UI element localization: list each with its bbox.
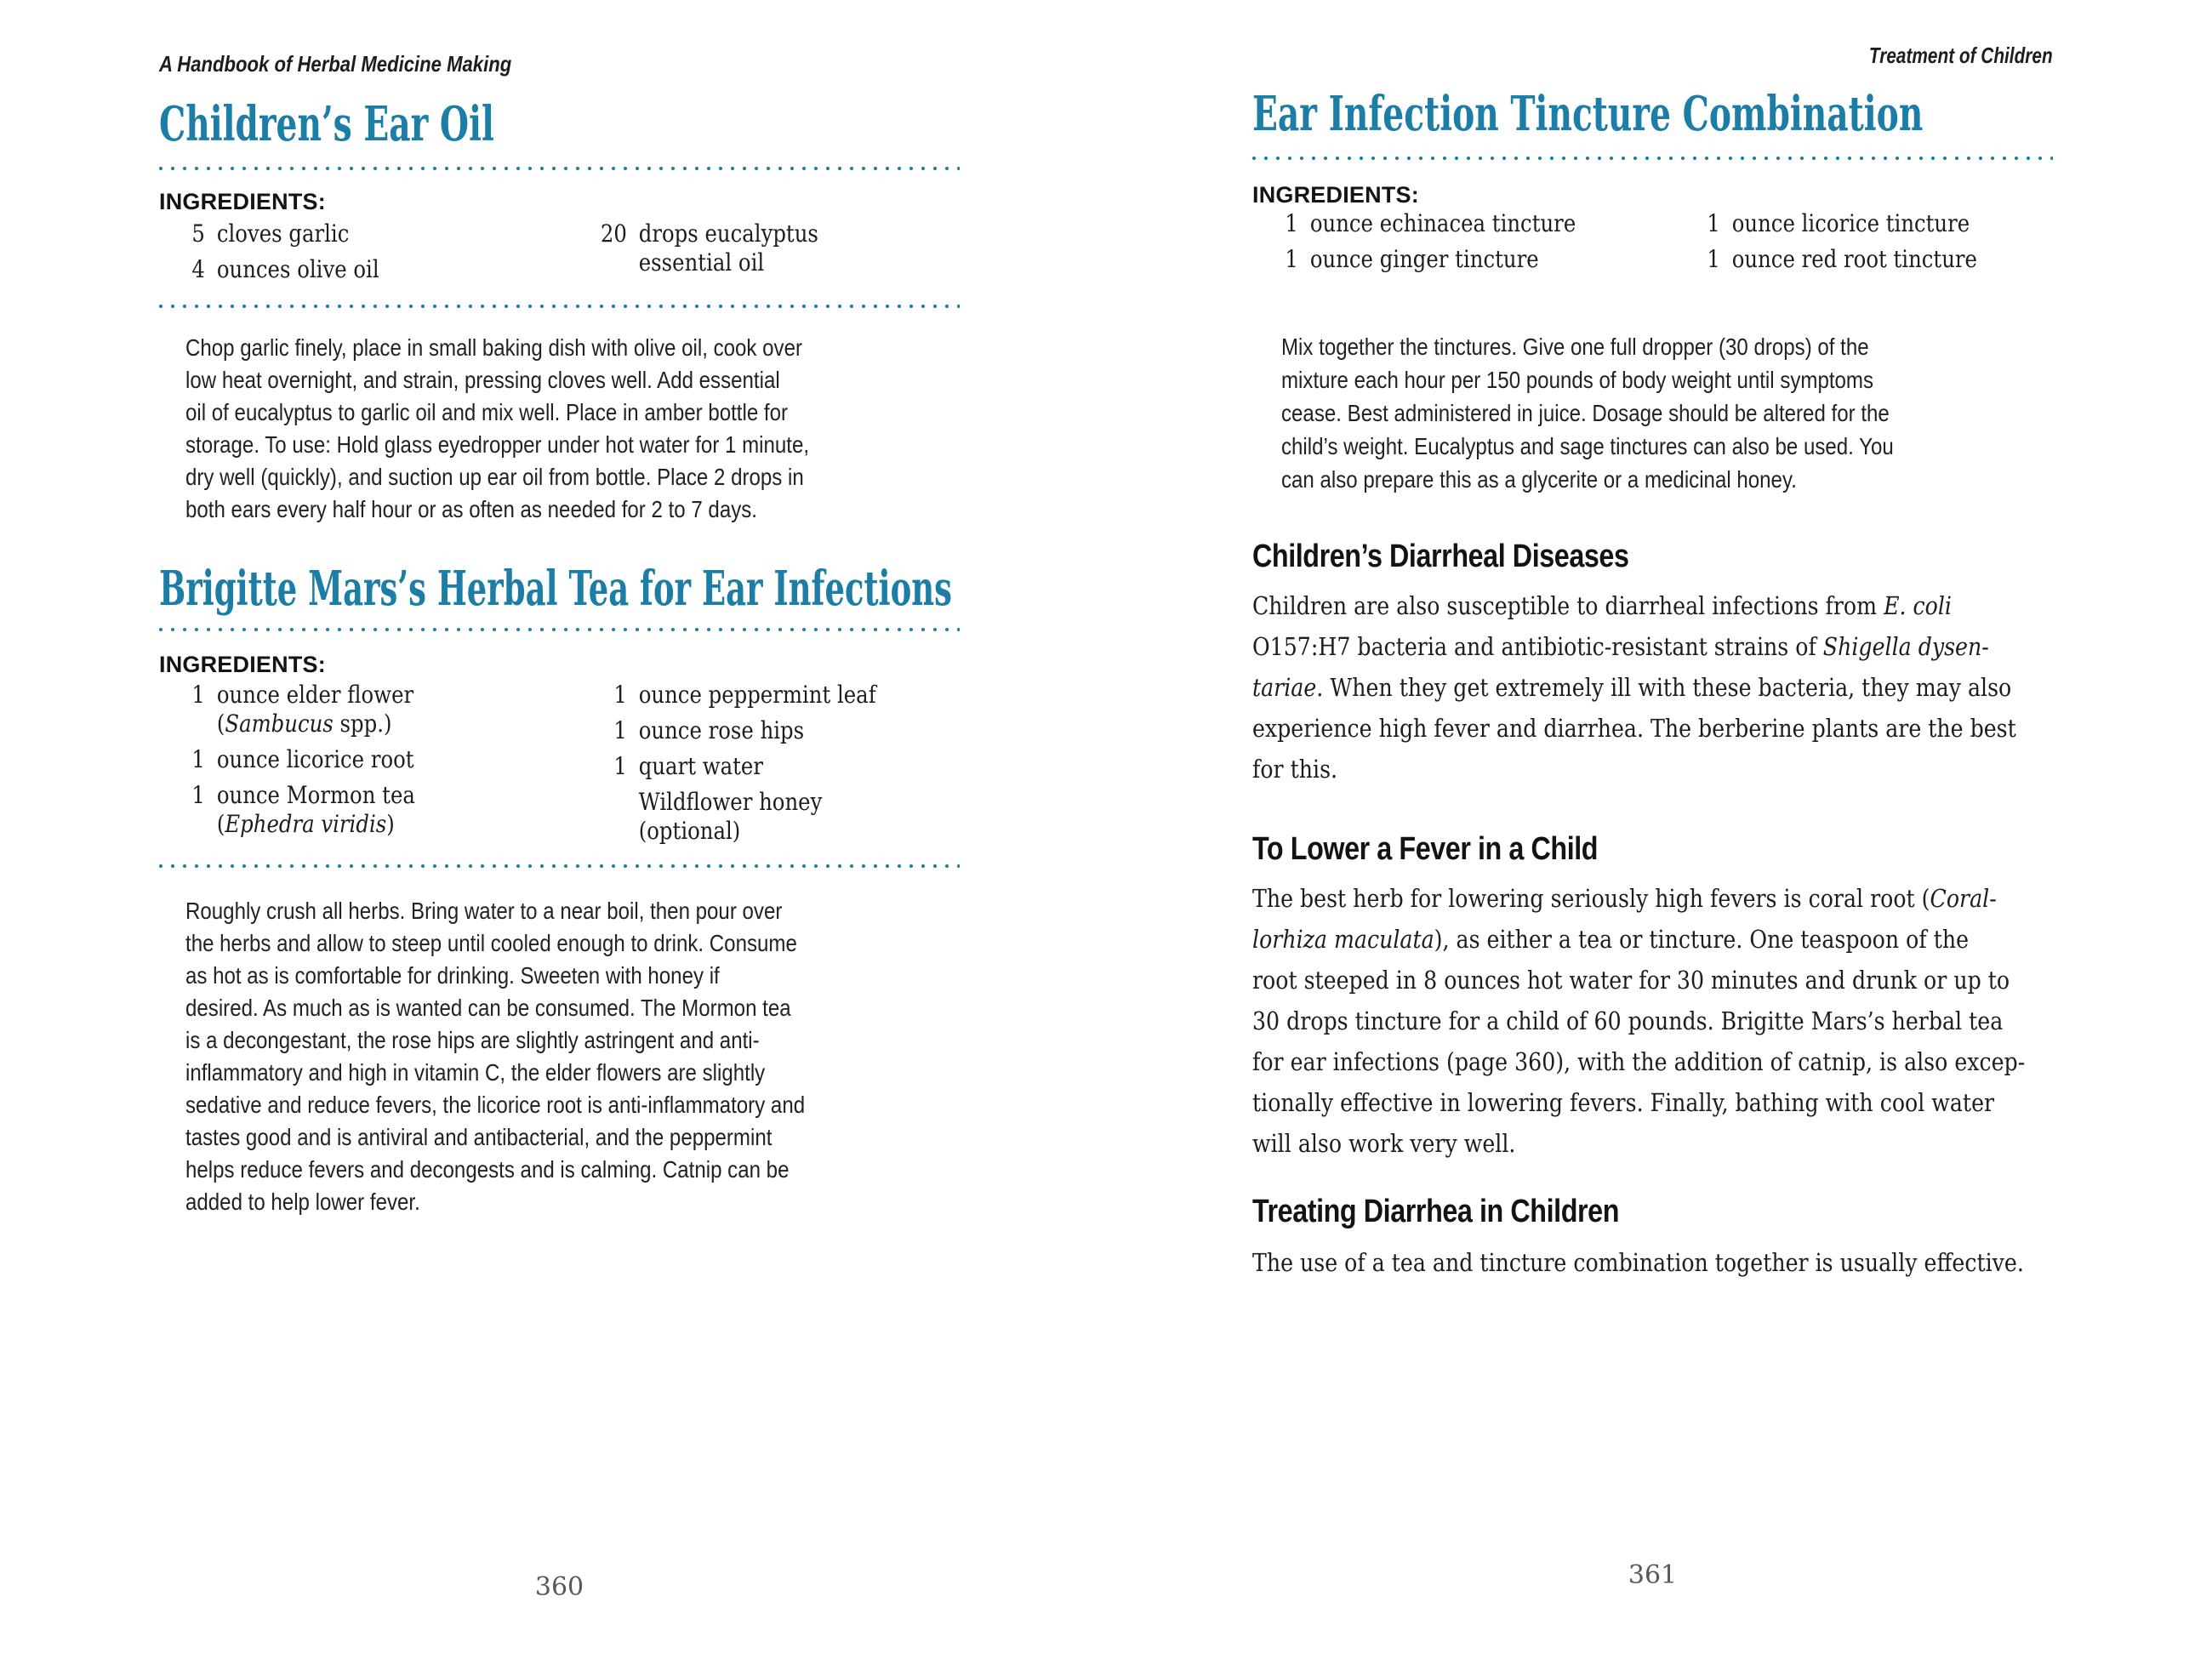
ingredient-qty: 1 bbox=[1285, 209, 1298, 237]
running-header-text: Treatment of Children bbox=[1869, 43, 2053, 68]
instructions-text: Roughly crush all herbs. Bring water to a near boil, then pour over the herbs and allow to steep until cooled enough to drink. Consume as hot as is comfortable for drinking. Sweeten with honey if desired. As much as is wanted can be consumed. The Mormon tea is a decongestant, the rose hips are slightly astringent and anti- inflammatory and high in vitamin C, the elder flowers are slightly sedative and reduce fevers, the licorice root is anti-inflammatory and tastes good and is antiviral and antibacterial, and the peppermint helps reduce fevers and decongests and is calming. Catnip can be added to help lower fever. bbox=[185, 898, 806, 1215]
ingredient-text bbox=[217, 681, 413, 738]
section-heading-text: Treating Diarrhea in Children bbox=[1252, 1194, 1620, 1229]
ingredient-text: ounce licorice tincture bbox=[1731, 209, 1970, 237]
section-paragraph bbox=[1252, 1242, 2139, 1283]
ingredient-qty: 1 bbox=[191, 681, 205, 709]
ingredient-qty bbox=[587, 788, 627, 846]
ingredient-line2: (Ephedra viridis) bbox=[216, 810, 395, 838]
ingredient-line2: (Sambucus spp.) bbox=[216, 710, 392, 738]
ingredients-label: INGREDIENTS: bbox=[159, 189, 326, 214]
ingredient-item bbox=[159, 681, 581, 738]
running-header bbox=[1252, 43, 2053, 69]
ingredient-line1: ounce Mormon tea bbox=[216, 781, 415, 809]
instructions-text: Chop garlic finely, place in small baking dish with olive oil, cook over low heat overnight, and strain, pressing cloves well. Add essential oil of eucalyptus to garlic oil and mix well. Place in amber bottle for storage. To use: Hold glass eyedropper under hot water for 1 minute, dry well (quickly), and suction up ear oil from bottle. Place 2 drops in both ears every half hour or as often as needed for 2 to 7 days. bbox=[185, 334, 810, 522]
section-heading-text: To Lower a Fever in a Child bbox=[1252, 831, 1599, 867]
instructions-text: Mix together the tinctures. Give one full dropper (30 drops) of the mixture each hour per 150 pounds of body weight until symptoms cease. Best administered in juice. Dosage should be altered for the child’s weight. Eucalyptus and sage tinctures can also be used. You can also prepare this as a glycerite or a medicinal honey. bbox=[1281, 334, 1894, 493]
section-paragraph-text: The best herb for lowering seriously high fevers is coral root (Coral- lorhiza maculata), as either a tea or tincture. One teaspoon of the root steeped in 8 ounces hot water for 30 minutes and drunk or up to 30 drops tincture for a child of 60 pounds. Brigitte Mars’s herbal tea for ear infections (page 360), with the addition of catnip, is also excep- tionally effective in lowering fevers. Finally, bathing with cool water will also work very well. bbox=[1252, 884, 2026, 1158]
ingredient-line1: drops eucalyptus bbox=[638, 219, 818, 248]
dotted-rule bbox=[159, 864, 960, 868]
section-heading-text: Children’s Diarrheal Diseases bbox=[1252, 539, 1629, 574]
ingredients-list bbox=[159, 219, 960, 291]
dotted-rule bbox=[1252, 157, 2053, 160]
section-paragraph bbox=[1252, 585, 2130, 790]
instructions-paragraph bbox=[185, 332, 910, 526]
ingredient-text: ounce red root tincture bbox=[1731, 245, 1977, 273]
ingredient-text: ounce rose hips bbox=[638, 716, 805, 744]
ingredient-item bbox=[1674, 245, 2053, 274]
ingredients-label: INGREDIENTS: bbox=[1252, 182, 1419, 208]
ingredient-text: ounce peppermint leaf bbox=[638, 681, 876, 709]
ingredient-text: quart water bbox=[638, 752, 763, 780]
ingredient-text: ounce licorice root bbox=[216, 745, 414, 773]
ingredient-item bbox=[581, 788, 960, 846]
recipe-title-text: Brigitte Mars’s Herbal Tea for Ear Infections bbox=[159, 561, 952, 617]
ingredients-column-1 bbox=[159, 681, 581, 852]
ingredient-qty: 1 bbox=[1285, 245, 1298, 273]
running-header bbox=[159, 51, 573, 77]
ingredient-text: ounces olive oil bbox=[216, 255, 379, 283]
ingredient-line1: Wildflower honey bbox=[638, 788, 823, 816]
ingredient-item bbox=[1252, 209, 1674, 238]
ingredient-text bbox=[639, 788, 823, 846]
ingredient-text bbox=[217, 781, 415, 839]
ingredients-column-2 bbox=[581, 219, 960, 291]
ingredient-item bbox=[581, 752, 960, 781]
ingredient-qty: 1 bbox=[191, 745, 205, 773]
ingredient-qty: 1 bbox=[613, 716, 627, 744]
ingredient-qty: 1 bbox=[613, 752, 627, 780]
recipe-title bbox=[159, 561, 1360, 617]
ingredients-columns bbox=[159, 681, 960, 852]
ingredient-item bbox=[581, 716, 960, 745]
ingredient-line2: essential oil bbox=[638, 248, 765, 276]
ingredient-qty: 1 bbox=[1707, 209, 1720, 237]
recipe-title-text: Children’s Ear Oil bbox=[159, 96, 494, 152]
recipe-title bbox=[159, 96, 638, 152]
ingredient-line1: ounce elder flower bbox=[216, 681, 414, 709]
ingredient-text: cloves garlic bbox=[216, 219, 350, 248]
ingredients-column-2 bbox=[1674, 209, 2053, 281]
section-paragraph-text: The use of a tea and tincture combination together is usually effective. bbox=[1252, 1248, 2024, 1277]
ingredients-column-2 bbox=[581, 681, 960, 852]
page-number: 361 bbox=[1628, 1560, 1678, 1590]
ingredient-qty: 1 bbox=[613, 681, 627, 709]
ingredient-item bbox=[581, 219, 960, 277]
ingredients-label: INGREDIENTS: bbox=[159, 652, 326, 677]
ingredient-item bbox=[159, 745, 581, 774]
running-header-text: A Handbook of Herbal Medicine Making bbox=[159, 51, 512, 77]
ingredient-item bbox=[159, 219, 581, 248]
ingredient-item bbox=[581, 681, 960, 710]
ingredients-columns bbox=[159, 219, 960, 291]
instructions-paragraph bbox=[1281, 330, 1993, 496]
section-heading bbox=[1252, 539, 1696, 575]
section-paragraph-text: Children are also susceptible to diarrheal infections from E. coli O157:H7 bacteria and antibiotic-resistant strains of Shigella dysen- tariae. When they get extremely ill with these bacteria, they may also experience high fever and diarrhea. The berberine plants are the best for this. bbox=[1252, 591, 2016, 784]
section-heading bbox=[1252, 832, 1659, 868]
section-heading bbox=[1252, 1194, 1684, 1230]
section-paragraph bbox=[1252, 878, 2141, 1164]
instructions-paragraph bbox=[185, 895, 906, 1218]
ingredient-qty: 5 bbox=[191, 219, 205, 248]
ingredients-column-1 bbox=[159, 219, 581, 291]
ingredient-text: ounce echinacea tincture bbox=[1309, 209, 1576, 237]
recipe-title bbox=[1252, 86, 2210, 142]
ingredient-qty: 1 bbox=[1707, 245, 1720, 273]
ingredients-list bbox=[1252, 209, 2053, 281]
dotted-rule bbox=[159, 305, 960, 308]
ingredients-columns bbox=[1252, 209, 2053, 281]
ingredient-item bbox=[159, 255, 581, 284]
ingredient-text: ounce ginger tincture bbox=[1309, 245, 1539, 273]
ingredient-qty: 1 bbox=[191, 781, 205, 809]
ingredients-column-1 bbox=[1252, 209, 1674, 281]
ingredient-item bbox=[1252, 245, 1674, 274]
ingredient-text bbox=[639, 219, 818, 277]
ingredient-item bbox=[1674, 209, 2053, 238]
dotted-rule bbox=[159, 628, 960, 631]
ingredient-qty: 20 bbox=[600, 219, 627, 248]
ingredient-qty: 4 bbox=[191, 255, 205, 283]
ingredients-list bbox=[159, 681, 960, 852]
recipe-title-text: Ear Infection Tincture Combination bbox=[1252, 86, 1924, 142]
dotted-rule bbox=[159, 167, 960, 170]
page-number: 360 bbox=[534, 1572, 584, 1602]
ingredient-line2: (optional) bbox=[638, 817, 741, 845]
ingredient-item bbox=[159, 781, 581, 839]
